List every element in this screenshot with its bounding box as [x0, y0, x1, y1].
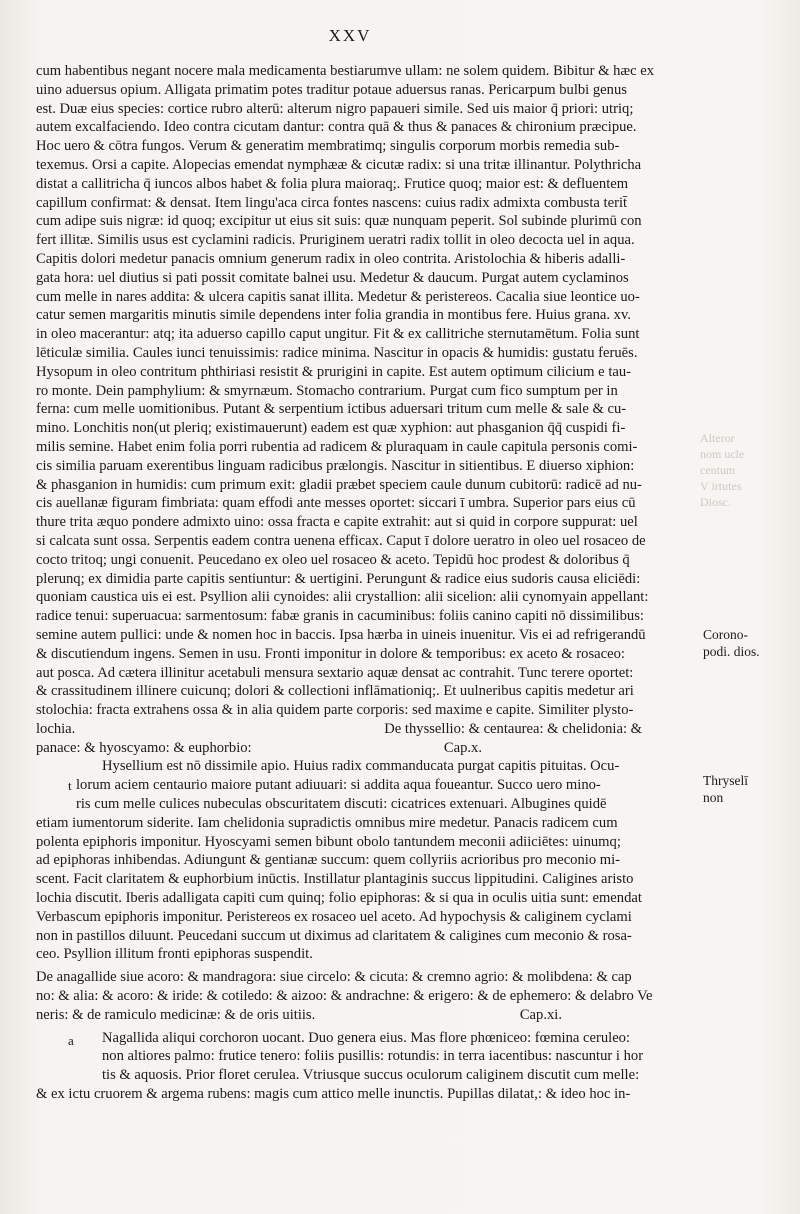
text-line: & discutiendum ingens. Semen in usu. Fronti imponitur in dolore & temporibus: ex aceto & rosaceo:	[36, 645, 625, 662]
text-line: lochia discutit. Iberis adalligata capiti cum quinq; folio epiphoras: & si qua in oculis uitia sunt: emendat	[36, 890, 642, 907]
text-line: ferna: cum melle uomitionibus. Putant & serpentium ictibus aduersari tritum cum melle & sale & cu-	[36, 401, 627, 418]
text-line: Capitis dolori medetur panacis omnium generum radix in oleo contrita. Aristolochia & hiberis adalli-	[36, 250, 626, 267]
ghost-note: Alteror	[700, 431, 735, 445]
text-line: Nagallida aliqui corchoron uocant. Duo genera eius. Mas flore phœniceo: fœmina ceruleo:	[102, 1029, 631, 1046]
text-line: Hysellium est nō dissimile apio. Huius radix commanducata purgat capitis pituitas. Ocu-	[102, 758, 620, 775]
text-line: ceo. Psyllion illitum fronti epiphoras suspendit.	[36, 946, 313, 963]
paragraph-3	[36, 1029, 682, 1104]
text-line: cum melle in nares addita: & ulcera capitis sanat illita. Medetur & peristereos. Cacalia siue leontice uo-	[36, 288, 640, 305]
text-line: lēticulæ similia. Caules iunci tenuissimis: radice minima. Nascitur in opacis & humidis: gustatu feruēs.	[36, 344, 638, 361]
text-line: Verbascum epiphoris imponitur. Peristereos ex rosaceo uel aceto. Ad hypochysis & caliginem cyclami	[36, 908, 632, 925]
text-line: Hysopum in oleo contritum phthiriasi resistit & prurigini in capite. Est autem optimum cilicium e tau-	[36, 363, 632, 380]
text-line: semine autem pullici: unde & nomen hoc in baccis. Ipsa hærba in uineis inuenitur. Vis ei ad refrigerandū	[36, 626, 646, 643]
marginal-note-line: non	[703, 790, 724, 805]
text-line: mino. Lonchitis non(ut pleriq; existimauerunt) eadem est quæ xyphion: aut phasganion q̄q̄ cuspidi fi-	[36, 420, 626, 437]
text-line: est. Duæ eius species: cortice rubro alterū: alterum nigro papaueri simile. Sed uis maior q̄ priori: utriq;	[36, 100, 634, 117]
text-line: cum habentibus negant nocere mala medicamenta bestiarumve ullam: ne solem quidem. Bibitur & hæc ex	[36, 63, 655, 79]
ghost-note: nom ucle	[700, 447, 745, 461]
chapter-title: neris: & de ramiculo medicinæ: & de oris uitiis.	[36, 1006, 316, 1023]
marginal-note-line: podi. dios.	[703, 644, 760, 659]
text-line: uino aduersus opium. Alligata primatim potes traditur potaue aduersus ranas. Pericarpum bulbi genus	[36, 81, 627, 98]
text-line: texemus. Orsi a capite. Alopecias emendat nymphææ & cicutæ radix: si una tritæ illinantur. Polythricha	[36, 156, 642, 173]
chapter-title: De thyssellio: & centaurea: & chelidonia: &	[384, 720, 642, 737]
chapter-x-heading-cont	[36, 739, 682, 758]
ghost-note: centum	[700, 463, 736, 477]
text-line: catur semen margaritis minutis simile dependens inter folia grandia in montibus fere. Huius grana. xv.	[36, 307, 631, 324]
text-line: & crassitudinem illinere cuicunq; dolori & collectioni inflāmationiq;. Et uulneribus capitis medetur ari	[36, 683, 634, 700]
text-line: plerunq; ex dimidia parte capitis sentiuntur: & uertigini. Perungunt & radice eius sudoris causa eliciēdi:	[36, 570, 641, 587]
text-line: non in pastillos diluunt. Peucedani succum ut diximus ad claritatem & caligines cum meconio & rosa-	[36, 927, 632, 944]
text-line: ad epiphoras inhibendas. Adiungunt & gentianæ succum: quem collyriis acrioribus pro meconio mi-	[36, 852, 621, 869]
text-line: stolochia: fracta extrahens ossa & in alia quidem parte corporis: sed maxime e capite. Similiter plysto-	[36, 702, 634, 719]
page-number: XXV	[328, 26, 372, 45]
text-line: & ex ictu cruorem & argema rubens: magis cum attico melle inunctis. Pupillas dilatat,: & ideo hoc in-	[36, 1086, 631, 1103]
marginal-note-line: Thryselī	[703, 773, 748, 788]
text-line: tis & aquosis. Prior floret cerulea. Vtriusque succus oculorum caliginem discutit cum melle:	[102, 1067, 640, 1084]
text-line: aut posca. Ad cætera illinitur acetabuli mensura sextario aquæ densat ac contrahit. Tunc terere oportet:	[36, 664, 634, 681]
text-line: radice tenui: superuacua: sarmentosum: fabæ granis in cacuminibus: foliis canino capiti nō dissimilibus:	[36, 608, 644, 625]
text-line: gata hora: uel diutius si pati possit comitate balnei usu. Medetur & daucum. Purgat autem cyclaminos	[36, 269, 629, 286]
ghost-note: Diosc.	[700, 495, 731, 509]
text-line: etiam iumentorum siderite. Iam chelidonia supradictis omnibus mire medetur. Panacis radicem cum	[36, 814, 618, 831]
text-line: milis semine. Habet enim folia porri rubentia ad radicem & pluraquam in caule capitula personis comi-	[36, 438, 638, 455]
text-line: cis similia paruam exerentibus linguam radicibus prælongis. Nascitur in sitientibus. E diuerso xiphion:	[36, 457, 635, 474]
text-line: capillum confirmat: & densat. Item lingu'aca circa fontes nascens: cuius radix admixta combusta terit̄	[36, 194, 628, 211]
chapter-number: Cap.x.	[443, 739, 482, 756]
text-line: si calcata sunt ossa. Serpentis eadem contra uenena efficax. Caput ī dolore ueratro in oleo uel rosaceo de	[36, 532, 646, 549]
text-line: lorum aciem centaurio maiore putant adiuuari: si addita aqua foueantur. Succo uero mino-	[76, 777, 601, 794]
text-line: polenta epiphoris imponitur. Hyoscyami semen bibunt obolo tantundem meconii adiiciētes: uinumq;	[36, 833, 621, 850]
marginal-letter-a: a	[68, 1033, 74, 1048]
text-line: autem excalfaciendo. Ideo contra cicutam dantur: contra quā & thus & panaces & chironium præcipue.	[36, 119, 637, 136]
marginal-note-coronopodi	[703, 626, 760, 660]
paragraph-1	[36, 62, 682, 720]
text-line: cis auellanæ figuram fimbriata: quam effodi ante messes oportet: siccari ī umbra. Superior pars eius cū	[36, 495, 636, 512]
marginal-note-thryselinon	[703, 772, 748, 806]
chapter-title-cont: panace: & hyoscyamo: & euphorbio:	[36, 739, 252, 756]
text-line: Hoc uero & cōtra fungos. Verum & generatim membratimq; singulis corporum morbis remedia sub-	[36, 138, 620, 155]
chapter-x-heading	[36, 720, 682, 739]
marginal-letter-t: t	[68, 778, 72, 793]
chapter-title: De anagallide siue acoro: & mandragora: siue circelo: & cicuta: & cremno agrio: & molibdena: & cap	[36, 969, 632, 986]
text-line: quoniam caustica uis ei est. Psyllion alii cynoides: alii crystallion: alii sicelion: alii cynomyain appellant:	[36, 589, 649, 606]
text-line: cocto tritoq; ungi conuenit. Peucedano ex oleo uel rosaceo & aceto. Tepidū hoc prodest & doloribus q̄	[36, 551, 630, 568]
show-through-margin-notes	[700, 430, 790, 510]
text-line: in oleo macerantur: atq; ita aduerso capillo caput ungitur. Fit & ex callitriche sternutamētum. Folia sunt	[36, 326, 640, 343]
text-line: ris cum melle culices nubeculas obscuritatem discuti: cicatrices extenuari. Albugines quidē	[76, 796, 607, 813]
chapter-xi-heading	[36, 968, 682, 1024]
text-line: & phasganion in humidis: cum primum exit: gladii præbet speciem caule dunum cubitorū: radicē ad nu-	[36, 476, 642, 493]
text-line-end: lochia.	[36, 720, 76, 737]
text-line: non altiores palmo: frutice tenero: foliis pusillis: rotundis: in terra iacentibus: nascuntur i hor	[102, 1048, 644, 1065]
paragraph-2	[36, 757, 682, 964]
marginal-note-line: Corono-	[703, 627, 748, 642]
text-line: cum adipe suis nigræ: id quoq; excipitur ut eius sit suis: quæ nunquam peperit. Sol subinde plurimū con	[36, 213, 642, 230]
text-line: fert illitæ. Similis usus est cyclamini radicis. Pruriginem ueratri radix tollit in oleo decocta uel in aqua.	[36, 232, 635, 249]
main-text-block	[36, 62, 682, 1104]
chapter-number: Cap.xi.	[519, 1006, 562, 1023]
text-line: thure trita æquo pondere admixto uino: ossa fracta e capite extrahit: aut si quid in corpore suppurat: uel	[36, 514, 638, 531]
text-line: ro monte. Dein pamphylium: & smyrnæum. Stomacho contrarium. Purgat cum fico sumptum per in	[36, 382, 618, 399]
chapter-title: no: & alia: & acoro: & iride: & cotiledo: & aizoo: & andrachne: & erigero: & de ephemero: & delabro Ve	[36, 988, 653, 1005]
ghost-note: V irtutes	[700, 479, 742, 493]
text-line: scent. Facit claritatem & euphorbium inūctis. Instillatur plantaginis succus lippitudini. Caligines aristo	[36, 871, 634, 888]
text-line: distat a callitricha q̄ iuncos albos habet & folia plura maioraq;. Frutice quoq; maior est: & defluentem	[36, 175, 629, 192]
